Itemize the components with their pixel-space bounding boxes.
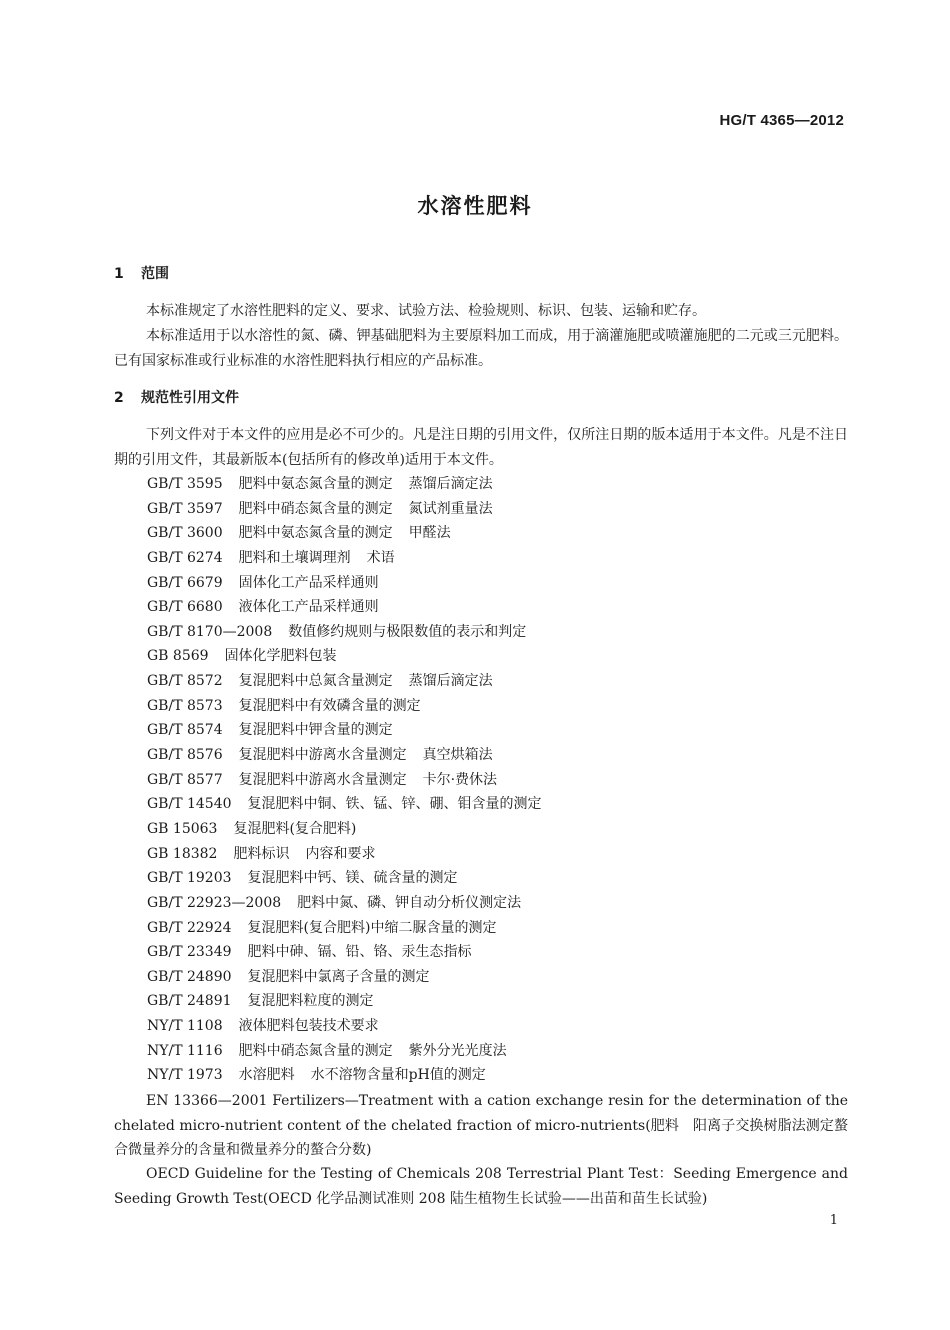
reference-title: 肥料标识	[233, 845, 290, 862]
reference-title: 肥料中硝态氮含量的测定	[238, 1042, 393, 1059]
reference-code: NY/T 1973	[147, 1067, 223, 1084]
reference-item	[147, 546, 542, 571]
reference-item	[147, 1063, 542, 1088]
reference-title: 固体化工产品采样通则	[238, 574, 379, 591]
reference-code: GB/T 8573	[147, 697, 223, 714]
reference-item	[147, 989, 542, 1014]
reference-method: 甲醛法	[408, 525, 451, 542]
extra-reference-en: EN 13366—2001 Fertilizers—Treatment with a cation exchange resin for the determination of the chelated micro-nutrient content of the chelated fraction of micro-nutrients(肥料 阳离子交换树脂法测定螯合微量养分的含量和微量养分的螯合分数)	[114, 1093, 848, 1159]
reference-code: GB/T 14540	[147, 796, 232, 813]
reference-item	[147, 595, 542, 620]
page-number: 1	[829, 1213, 838, 1228]
reference-code: NY/T 1108	[147, 1018, 223, 1035]
section-1-paragraph-1: 本标准规定了水溶性肥料的定义、要求、试验方法、检验规则、标识、包装、运输和贮存。	[146, 303, 706, 319]
reference-list	[147, 472, 542, 1088]
reference-code: GB/T 3600	[147, 525, 223, 542]
reference-code: GB/T 8577	[147, 771, 223, 788]
reference-item	[147, 891, 542, 916]
reference-item	[147, 1039, 542, 1064]
reference-item	[147, 817, 542, 842]
section-2-intro: 下列文件对于本文件的应用是必不可少的。凡是注日期的引用文件，仅所注日期的版本适用于本文件。凡是不注日期的引用文件，其最新版本(包括所有的修改单)适用于本文件。	[114, 427, 848, 468]
reference-code: GB 15063	[147, 820, 218, 837]
reference-title: 肥料中氮、磷、钾自动分析仪测定法	[297, 894, 522, 911]
reference-code: GB/T 6274	[147, 549, 223, 566]
section-1-heading	[114, 263, 169, 283]
reference-title: 复混肥料中有效磷含量的测定	[238, 697, 421, 714]
section-title: 规范性引用文件	[141, 390, 239, 406]
reference-title: 水溶肥料	[238, 1067, 295, 1084]
reference-code: GB/T 8576	[147, 747, 223, 764]
reference-item	[147, 768, 542, 793]
reference-title: 复混肥料(复合肥料)	[233, 820, 357, 837]
reference-code: GB/T 24891	[147, 993, 232, 1010]
reference-title: 复混肥料中钾含量的测定	[238, 722, 393, 739]
reference-item	[147, 521, 542, 546]
reference-method: 蒸馏后滴定法	[408, 673, 493, 690]
extra-reference-oecd: OECD Guideline for the Testing of Chemicals 208 Terrestrial Plant Test：Seeding Emergence and Seeding Growth Test(OECD 化学品测试准则 208 陆生植物生长试验——出苗和苗生长试验)	[114, 1166, 848, 1207]
reference-title: 复混肥料中铜、铁、锰、锌、硼、钼含量的测定	[247, 796, 542, 813]
reference-title: 肥料和土壤调理剂	[238, 549, 351, 566]
reference-code: GB/T 19203	[147, 870, 232, 887]
reference-item	[147, 1014, 542, 1039]
reference-item	[147, 940, 542, 965]
section-number: 1	[114, 266, 124, 282]
reference-item	[147, 472, 542, 497]
reference-method: 术语	[366, 549, 395, 566]
reference-method: 卡尔·费休法	[422, 771, 498, 788]
reference-title: 数值修约规则与极限数值的表示和判定	[288, 623, 527, 640]
reference-title: 复混肥料粒度的测定	[247, 993, 374, 1010]
reference-item	[147, 669, 542, 694]
reference-method: 水不溶物含量和pH值的测定	[310, 1067, 486, 1084]
reference-code: GB/T 8572	[147, 673, 223, 690]
standard-code: HG/T 4365—2012	[719, 112, 844, 129]
reference-code: GB 8569	[147, 648, 209, 665]
reference-method: 内容和要求	[305, 845, 376, 862]
reference-title: 复混肥料中游离水含量测定	[238, 747, 407, 764]
reference-code: GB/T 23349	[147, 944, 232, 961]
reference-item	[147, 718, 542, 743]
reference-code: GB/T 3597	[147, 500, 223, 517]
reference-code: GB/T 3595	[147, 476, 223, 492]
section-2-heading	[114, 387, 239, 407]
document-title: 水溶性肥料	[417, 194, 533, 218]
reference-title: 肥料中氨态氮含量的测定	[238, 476, 393, 492]
reference-code: GB/T 8574	[147, 722, 223, 739]
reference-code: GB 18382	[147, 845, 218, 862]
reference-title: 复混肥料中总氮含量测定	[238, 673, 393, 690]
reference-code: GB/T 8170—2008	[147, 623, 273, 640]
reference-title: 复混肥料(复合肥料)中缩二脲含量的测定	[247, 919, 497, 936]
reference-code: NY/T 1116	[147, 1042, 223, 1059]
section-number: 2	[114, 390, 124, 406]
reference-title: 固体化学肥料包装	[224, 648, 337, 665]
section-1-paragraph-2: 本标准适用于以水溶性的氮、磷、钾基础肥料为主要原料加工而成，用于滴灌施肥或喷灌施肥的二元或三元肥料。已有国家标准或行业标准的水溶性肥料执行相应的产品标准。	[114, 328, 848, 369]
reference-code: GB/T 22923—2008	[147, 894, 282, 911]
reference-method: 真空烘箱法	[422, 747, 493, 764]
reference-item	[147, 743, 542, 768]
reference-item	[147, 571, 542, 596]
reference-title: 复混肥料中氯离子含量的测定	[247, 968, 430, 985]
reference-item	[147, 644, 542, 669]
reference-item	[147, 965, 542, 990]
reference-title: 肥料中砷、镉、铅、铬、汞生态指标	[247, 944, 472, 961]
reference-item	[147, 842, 542, 867]
reference-method: 紫外分光光度法	[408, 1042, 507, 1059]
reference-method: 蒸馏后滴定法	[408, 476, 493, 492]
reference-item	[147, 792, 542, 817]
reference-item	[147, 620, 542, 645]
reference-code: GB/T 24890	[147, 968, 232, 985]
section-title: 范围	[141, 266, 169, 282]
reference-item	[147, 866, 542, 891]
reference-item	[147, 497, 542, 522]
reference-title: 肥料中氨态氮含量的测定	[238, 525, 393, 542]
reference-title: 复混肥料中钙、镁、硫含量的测定	[247, 870, 458, 887]
reference-item	[147, 694, 542, 719]
reference-title: 复混肥料中游离水含量测定	[238, 771, 407, 788]
reference-code: GB/T 6680	[147, 599, 223, 616]
reference-title: 液体化工产品采样通则	[238, 599, 379, 616]
reference-code: GB/T 6679	[147, 574, 223, 591]
reference-item	[147, 916, 542, 941]
reference-title: 肥料中硝态氮含量的测定	[238, 500, 393, 517]
reference-code: GB/T 22924	[147, 919, 232, 936]
reference-method: 氮试剂重量法	[408, 500, 493, 517]
reference-title: 液体肥料包装技术要求	[238, 1018, 379, 1035]
